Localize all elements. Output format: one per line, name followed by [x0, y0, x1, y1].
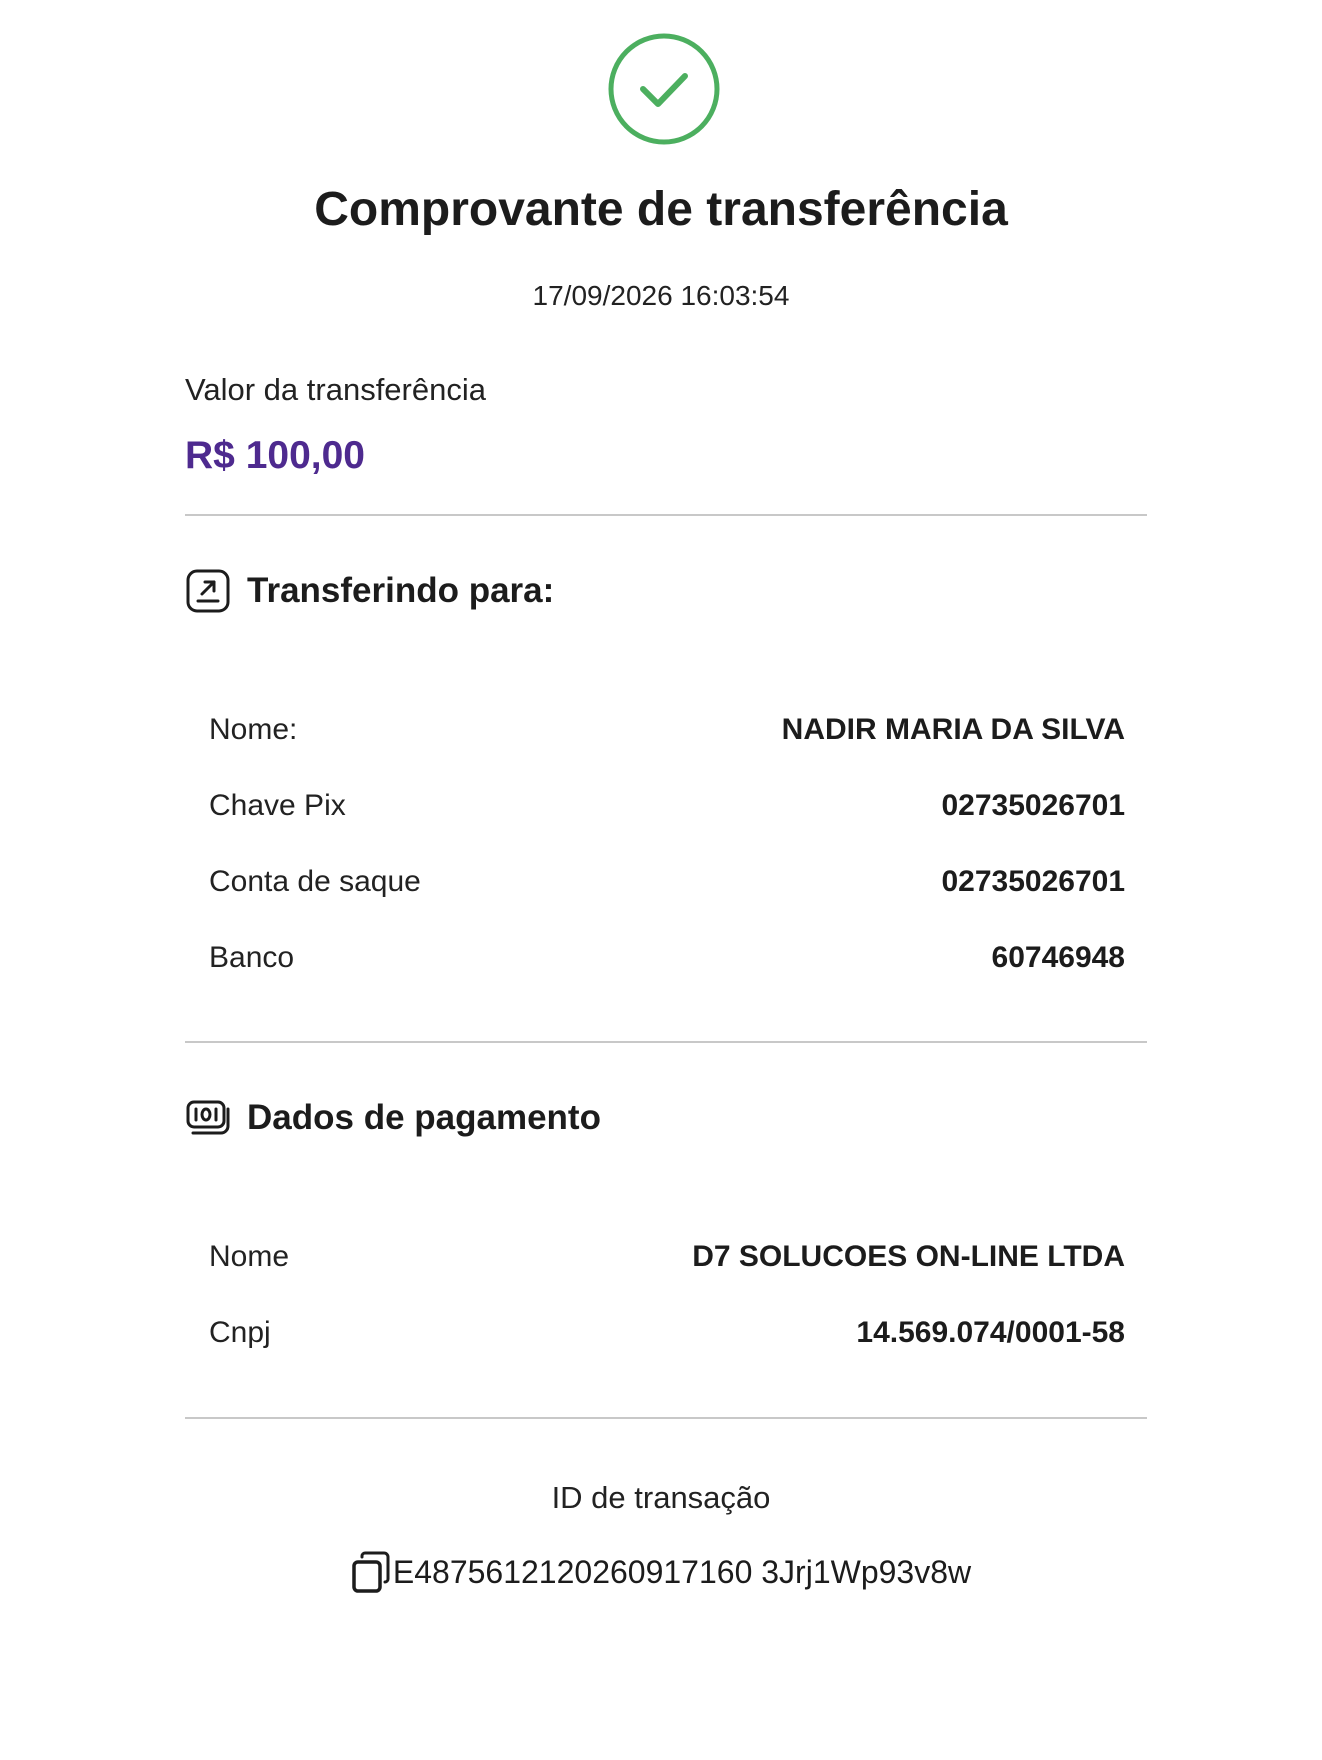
- detail-value: 02735026701: [941, 865, 1125, 898]
- detail-row-name: [209, 692, 1125, 768]
- detail-label: Chave Pix: [209, 789, 346, 822]
- payer-section-title: Dados de pagamento: [247, 1098, 601, 1137]
- divider: [185, 514, 1147, 516]
- detail-row-payer-name: [209, 1219, 1125, 1295]
- detail-label: Nome: [209, 1240, 290, 1273]
- transaction-id-row: [0, 1550, 1322, 1594]
- detail-row-bank: [209, 920, 1125, 996]
- detail-label: Nome:: [209, 713, 298, 746]
- detail-value: D7 SOLUCOES ON-LINE LTDA: [692, 1240, 1125, 1273]
- payer-section-header: [185, 1093, 601, 1143]
- detail-value: 60746948: [991, 941, 1125, 974]
- amount-label: Valor da transferência: [185, 372, 486, 407]
- detail-label: Conta de saque: [209, 865, 421, 898]
- transfer-timestamp: 17/09/2026 16:03:54: [532, 280, 790, 311]
- detail-row-account: [209, 844, 1125, 920]
- transaction-id-value[interactable]: E4875612120260917160 3Jrj1Wp93v8w: [392, 1553, 972, 1590]
- page-title: Comprovante de transferência: [314, 183, 1008, 236]
- amount-value: R$ 100,00: [185, 434, 365, 477]
- detail-row-pix-key: [209, 768, 1125, 844]
- detail-value: 02735026701: [941, 789, 1125, 822]
- payer-details: [209, 1219, 1125, 1371]
- detail-row-cnpj: [209, 1295, 1125, 1371]
- detail-value: 14.569.074/0001-58: [856, 1316, 1125, 1349]
- recipient-section-title: Transferindo para:: [247, 571, 555, 610]
- detail-label: Banco: [209, 941, 295, 974]
- divider: [185, 1041, 1147, 1043]
- detail-value: NADIR MARIA DA SILVA: [781, 713, 1125, 746]
- divider: [185, 1417, 1147, 1419]
- detail-label: Cnpj: [209, 1316, 271, 1349]
- money-icon: [185, 1095, 231, 1141]
- recipient-section-header: [185, 566, 554, 616]
- copy-icon[interactable]: [351, 1550, 391, 1594]
- recipient-details: [209, 692, 1125, 996]
- check-circle-icon: [607, 32, 721, 146]
- transfer-out-icon: [185, 568, 231, 614]
- transaction-id-label: ID de transação: [551, 1480, 771, 1515]
